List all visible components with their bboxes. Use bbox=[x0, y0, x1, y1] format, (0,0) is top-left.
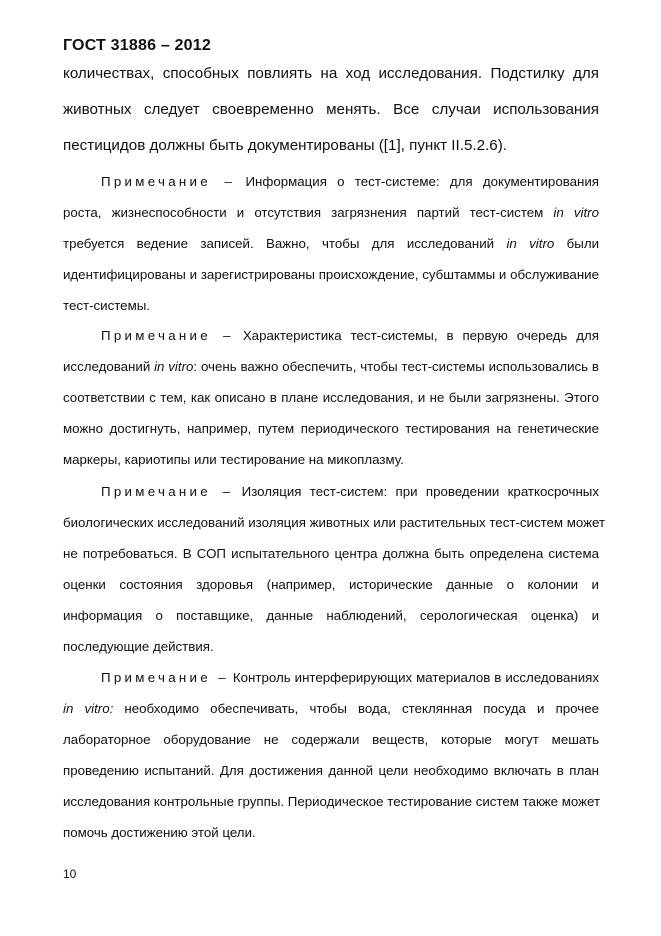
italic-term: in vitro: bbox=[63, 701, 114, 716]
note-paragraph bbox=[63, 320, 599, 475]
note-line bbox=[63, 197, 599, 228]
intro-line: количествах, способных повлиять на ход исследования. Подстилку для bbox=[63, 65, 599, 82]
note-line bbox=[63, 693, 599, 724]
note-text: информация о поставщике, данные наблюдений, серологическая оценка) и bbox=[63, 608, 599, 623]
note-text: последующие действия. bbox=[63, 639, 214, 654]
note-line bbox=[63, 476, 599, 507]
note-line bbox=[63, 259, 599, 290]
italic-term: in vitro bbox=[553, 205, 599, 220]
intro-line: животных следует своевременно менять. Все случаи использования bbox=[63, 101, 599, 118]
note-text: Изоляция тест-систем: при проведении краткосрочных bbox=[233, 484, 600, 499]
note-line bbox=[63, 320, 599, 351]
note-line bbox=[63, 382, 599, 413]
note-text: необходимо обеспечивать, чтобы вода, стеклянная посуда и прочее bbox=[113, 701, 599, 716]
note-text: требуется ведение записей. Важно, чтобы для исследований bbox=[63, 236, 507, 251]
note-text: роста, жизнеспособности и отсутствия загрязнения партий тест-систем bbox=[63, 205, 554, 220]
note-line bbox=[63, 631, 599, 662]
note-text: Контроль интерферирующих материалов в исследованиях bbox=[228, 670, 600, 685]
note-paragraph bbox=[63, 166, 599, 321]
note-text: идентифицированы и зарегистрированы происхождение, субштаммы и обслуживание bbox=[63, 267, 599, 282]
note-label: Примечание – bbox=[101, 670, 229, 685]
note-text: не потребоваться. В СОП испытательного центра должна быть определена система bbox=[63, 546, 599, 561]
intro-line: пестицидов должны быть документированы ([1], пункт II.5.2.6). bbox=[63, 137, 508, 154]
note-line bbox=[63, 166, 599, 197]
note-line bbox=[63, 351, 599, 382]
note-text: лабораторное оборудование не содержали веществ, которые могут мешать bbox=[63, 732, 599, 747]
note-label: Примечание – bbox=[101, 174, 236, 189]
note-line bbox=[63, 755, 599, 786]
note-text: исследований bbox=[63, 359, 155, 374]
note-text: Информация о тест-системе: для документирования bbox=[235, 174, 599, 189]
note-line bbox=[63, 662, 599, 693]
note-text: Характеристика тест-системы, в первую очередь для bbox=[233, 328, 600, 343]
note-text: : очень важно обеспечить, чтобы тест-системы использовались в bbox=[193, 359, 599, 374]
page-number: 10 bbox=[63, 867, 77, 881]
note-line bbox=[63, 413, 599, 444]
note-line bbox=[63, 817, 599, 848]
note-line bbox=[63, 444, 599, 475]
note-text: можно достигнуть, например, путем периодического тестирования на генетические bbox=[63, 421, 599, 436]
document-header: ГОСТ 31886 – 2012 bbox=[63, 37, 211, 54]
note-line bbox=[63, 228, 599, 259]
note-line bbox=[63, 507, 606, 538]
note-text: помочь достижению этой цели. bbox=[63, 825, 256, 840]
note-line bbox=[63, 786, 599, 817]
note-paragraph bbox=[63, 662, 599, 848]
note-text: соответствии с тем, как описано в плане исследования, и не были загрязнены. Этого bbox=[63, 390, 599, 405]
note-line bbox=[63, 724, 599, 755]
note-text: исследования контрольные группы. Периодическое тестирование систем также может bbox=[63, 794, 601, 809]
note-text: маркеры, кариотипы или тестирование на микоплазму. bbox=[63, 452, 404, 467]
note-line bbox=[63, 600, 599, 631]
note-label: Примечание – bbox=[101, 328, 234, 343]
note-text: тест-системы. bbox=[63, 298, 150, 313]
note-line bbox=[63, 538, 599, 569]
note-text: проведению испытаний. Для достижения данной цели необходимо включать в план bbox=[63, 763, 599, 778]
note-text: биологических исследований изоляция животных или растительных тест-систем может bbox=[63, 515, 606, 530]
note-text: были bbox=[554, 236, 599, 251]
note-text: оценки состояния здоровья (например, исторические данные о колонии и bbox=[63, 577, 599, 592]
note-label: Примечание – bbox=[101, 484, 234, 499]
italic-term: in vitro bbox=[154, 359, 194, 374]
note-line bbox=[63, 290, 599, 321]
note-line bbox=[63, 569, 599, 600]
italic-term: in vitro bbox=[506, 236, 555, 251]
intro-paragraph bbox=[63, 56, 599, 164]
note-paragraph bbox=[63, 476, 606, 662]
